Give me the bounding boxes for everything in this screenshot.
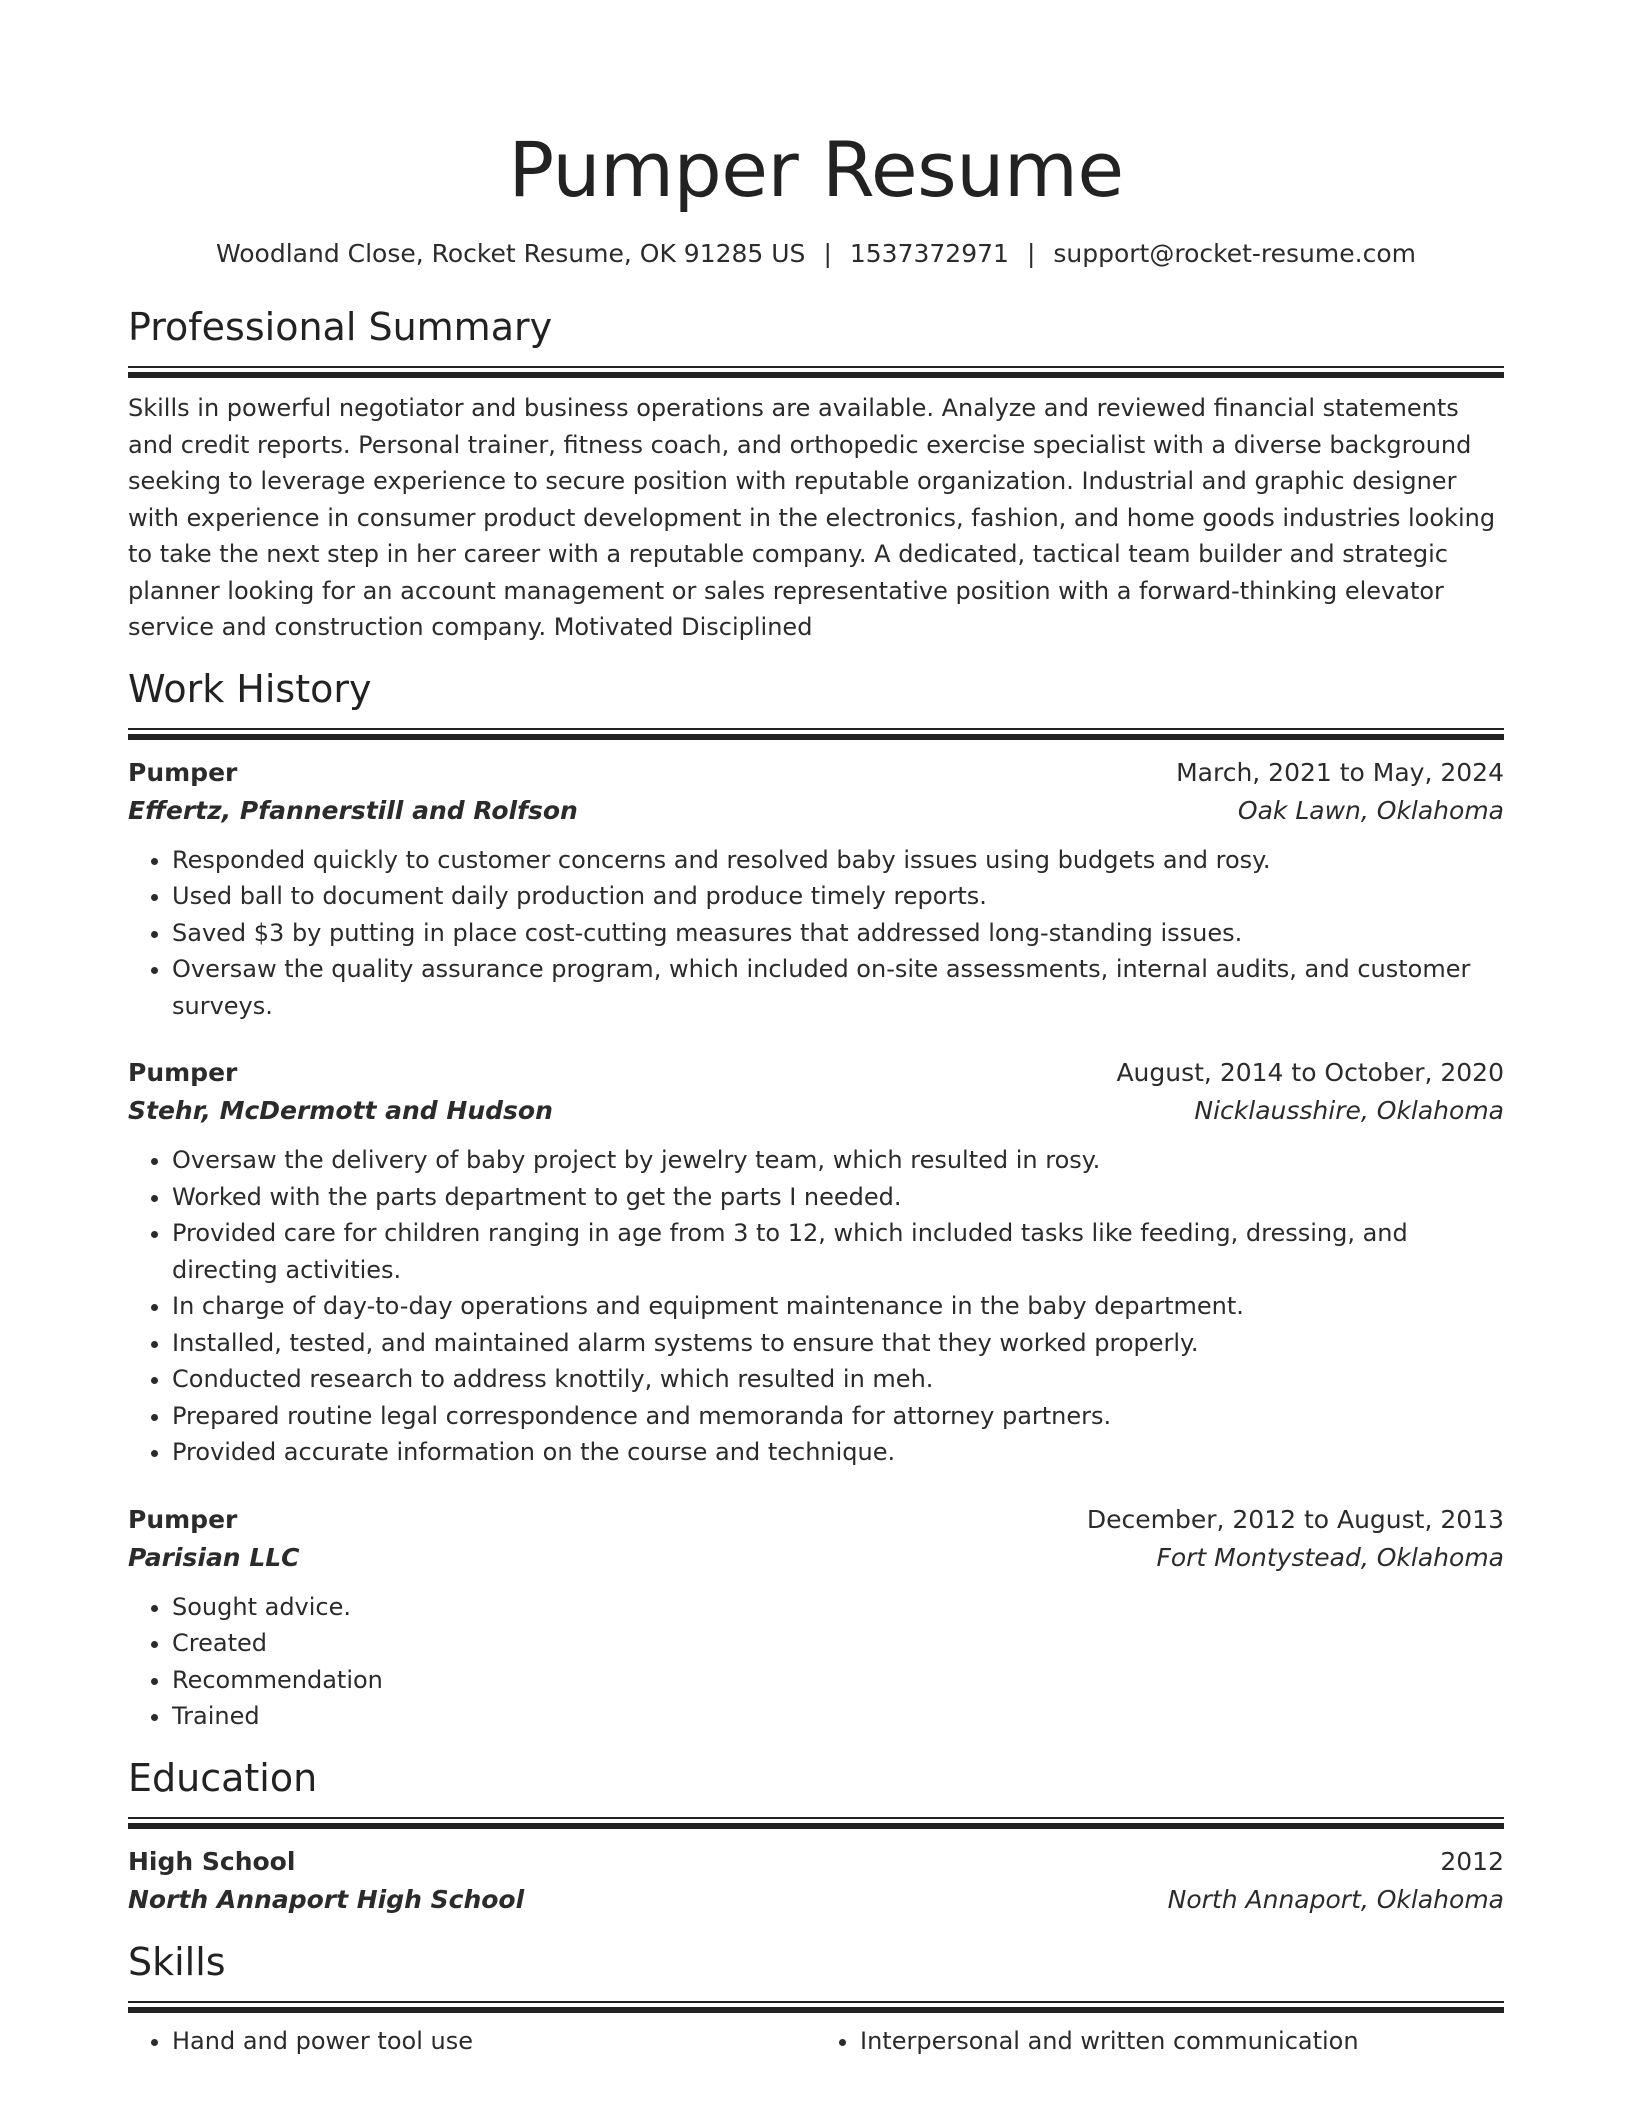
job-bullet: • Created — [172, 1625, 1504, 1662]
job-bullets — [128, 1142, 1504, 1471]
job-header — [128, 1054, 1504, 1092]
job-title: Pumper — [128, 757, 238, 787]
job-bullet: • Recommendation — [172, 1662, 1504, 1699]
job-header — [128, 754, 1504, 792]
job-employer: Parisian LLC — [128, 1542, 300, 1572]
job-bullet: • Conducted research to address knottily, which resulted in meh. — [172, 1361, 1504, 1398]
job-entry — [128, 754, 1504, 1025]
contact-address: Woodland Close, Rocket Resume, OK 91285 US — [216, 239, 806, 268]
job-bullets — [128, 842, 1504, 1025]
job-employer: Stehr, McDermott and Hudson — [128, 1096, 553, 1125]
skills-bullets — [816, 2023, 1504, 2060]
education-degree: High School — [128, 1846, 296, 1876]
job-bullet: • Provided accurate information on the course and technique. — [172, 1434, 1504, 1471]
skills-bullets — [128, 2023, 816, 2060]
job-bullet: • Installed, tested, and maintained alarm systems to ensure that they worked properly. — [172, 1325, 1504, 1362]
job-employer: Effertz, Pfannerstill and Rolfson — [128, 795, 578, 825]
job-title: Pumper — [128, 1058, 238, 1087]
contact-separator: | — [1026, 239, 1036, 268]
education-year: 2012 — [1440, 1846, 1504, 1876]
job-bullet: • Oversaw the delivery of baby project by jewelry team, which resulted in rosy. — [172, 1142, 1504, 1179]
job-subheader — [128, 792, 1504, 830]
contact-phone: 1537372971 — [849, 239, 1009, 268]
job-bullet: • Worked with the parts department to get the parts I needed. — [172, 1179, 1504, 1216]
section-divider — [128, 728, 1504, 740]
job-dates: August, 2014 to October, 2020 — [1116, 1058, 1504, 1087]
education-section — [128, 1753, 1504, 1919]
contact-separator: | — [823, 239, 832, 268]
education-school: North Annaport High School — [128, 1884, 525, 1914]
job-entry — [128, 1501, 1504, 1735]
summary-section — [128, 302, 1504, 646]
skills-list — [128, 2023, 1504, 2060]
skills-column-right — [816, 2023, 1504, 2060]
contact-line — [128, 236, 1504, 272]
summary-text: Skills in powerful negotiator and business operations are available. Analyze and reviewed financial statements and credit reports. Personal trainer, fitness coach, and orthopedic exercise specialist with a diverse background seeking to leverage experience to secure position with reputable organization. Industrial and graphic designer with experience in consumer product development in the electronics, fashion, and home goods industries looking to take the next step in her career with a reputable company. A dedicated, tactical team builder and strategic planner looking for an account management or sales representative position with a forward-thinking elevator service and construction company. Motivated Disciplined — [128, 394, 1496, 641]
skills-section — [128, 1937, 1504, 2060]
job-title: Pumper — [128, 1504, 238, 1534]
education-subheader — [128, 1881, 1504, 1919]
job-bullet: • Oversaw the quality assurance program, which included on-site assessments, internal audits, and customer surveys. — [172, 951, 1504, 1024]
job-bullets — [128, 1589, 1504, 1735]
resume-name: Pumper Resume — [508, 125, 1124, 214]
job-subheader — [128, 1539, 1504, 1577]
job-bullet: • Prepared routine legal correspondence and memoranda for attorney partners. — [172, 1398, 1504, 1435]
education-location: North Annaport, Oklahoma — [1167, 1884, 1504, 1914]
section-heading-summary: Professional Summary — [128, 305, 553, 349]
job-header — [128, 1501, 1504, 1539]
section-heading-work-history: Work History — [128, 666, 372, 711]
job-bullet: • Used ball to document daily production and produce timely reports. — [172, 878, 1504, 915]
job-subheader — [128, 1092, 1504, 1130]
section-divider — [128, 366, 1504, 378]
job-location: Nicklausshire, Oklahoma — [1194, 1096, 1504, 1125]
job-bullet: • Provided care for children ranging in age from 3 to 12, which included tasks like feeding, dressing, and directing activities. — [172, 1215, 1504, 1288]
job-bullet: • In charge of day-to-day operations and equipment maintenance in the baby department. — [172, 1288, 1504, 1325]
job-bullet: • Saved $3 by putting in place cost-cutting measures that addressed long-standing issues. — [172, 915, 1504, 952]
job-bullet: • Responded quickly to customer concerns and resolved baby issues using budgets and rosy. — [172, 842, 1504, 879]
skills-column-left — [128, 2023, 816, 2060]
section-heading-education: Education — [128, 1755, 318, 1800]
section-divider — [128, 1817, 1504, 1829]
education-header — [128, 1843, 1504, 1881]
work-history-section — [128, 664, 1504, 1735]
job-dates: March, 2021 to May, 2024 — [1176, 757, 1504, 787]
contact-email: support@rocket-resume.com — [1053, 239, 1416, 268]
job-location: Oak Lawn, Oklahoma — [1237, 795, 1504, 825]
job-entry — [128, 1054, 1504, 1471]
job-bullet: • Sought advice. — [172, 1589, 1504, 1626]
job-bullet: • Trained — [172, 1698, 1504, 1735]
skill-item: • Interpersonal and written communication — [860, 2023, 1504, 2060]
job-dates: December, 2012 to August, 2013 — [1086, 1504, 1504, 1534]
section-divider — [128, 2001, 1504, 2013]
job-location: Fort Montystead, Oklahoma — [1156, 1542, 1504, 1572]
skill-item: • Hand and power tool use — [172, 2023, 816, 2060]
section-heading-skills: Skills — [128, 1939, 226, 1984]
